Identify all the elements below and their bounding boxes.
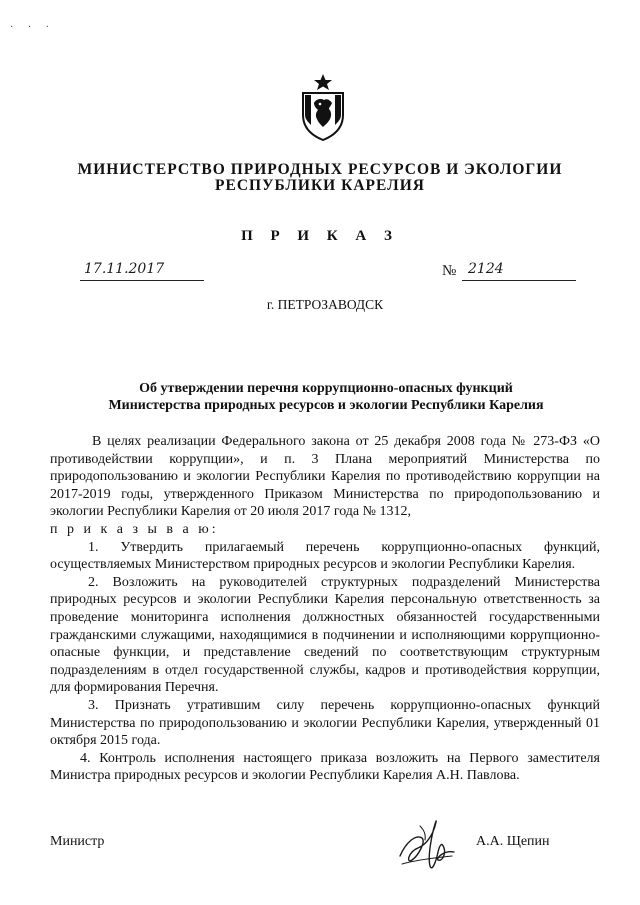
number-label: № xyxy=(442,263,457,279)
order-item-4: 4. Контроль исполнения настоящего приказа возложить на Первого заместителя Министра природных ресурсов и экологии Республики Карелия А.Н. Павлова. xyxy=(50,750,600,784)
subject-line2: Министерства природных ресурсов и экологии Республики Карелия xyxy=(108,398,544,413)
signatory-title: Министр xyxy=(50,834,105,849)
number-handwritten: 2124 xyxy=(468,261,504,277)
order-item-3: 3. Признать утратившим силу перечень коррупционно-опасных функций Министерства по природопользованию и экологии Республики Карелия, утвержденный 01 октября 2015 года. xyxy=(50,697,600,749)
date-handwritten: 17.11.2017 xyxy=(84,261,165,277)
order-word: п р и к а з ы в а ю: xyxy=(50,521,219,537)
ministry-name-line1: МИНИСТЕРСТВО ПРИРОДНЫХ РЕСУРСОВ И ЭКОЛОГИИ xyxy=(77,161,563,178)
order-body xyxy=(50,433,600,785)
document-type-title: П Р И К А З xyxy=(241,228,399,244)
ministry-name-line2: РЕСПУБЛИКИ КАРЕЛИЯ xyxy=(215,177,425,194)
number-field xyxy=(462,261,576,281)
order-item-2: 2. Возложить на руководителей структурных подразделений Министерства природных ресурсов и экологии Республики Карелия персональную ответственность за проведение мониторинга исполнения должностных обязанностей государственными гражданскими служащими, находящимися в подчинении и исполняющими коррупционно-опасные функции, и представление сведений по соответствующим структурным подразделениям в отдел государственной службы, кадров и противодействия коррупции, для формирования Перечня. xyxy=(50,574,600,696)
city-line: г. ПЕТРОЗАВОДСК xyxy=(266,297,384,312)
preamble-paragraph: В целях реализации Федерального закона от 25 декабря 2008 года № 273-ФЗ «О противодействии коррупции», и п. 3 Плана мероприятий Министерства по природопользованию и экологии Республики Карелия по противодействию коррупции на 2017-2019 годы, утвержденного Приказом Министерства по природопользованию и экологии Республики Карелия от 20 июля 2017 года № 1312, xyxy=(50,434,600,520)
karelia-coat-of-arms-icon xyxy=(299,73,347,141)
date-field xyxy=(80,261,204,281)
scan-specks: · · · xyxy=(10,22,55,33)
handwritten-signature-icon xyxy=(392,812,462,878)
subject-line1: Об утверждении перечня коррупционно-опасных функций xyxy=(139,381,513,396)
order-item-1: 1. Утвердить прилагаемый перечень коррупционно-опасных функций, осуществляемых Министерством природных ресурсов и экологии Республики Карелия. xyxy=(50,539,600,573)
signatory-name: А.А. Щепин xyxy=(476,834,550,849)
